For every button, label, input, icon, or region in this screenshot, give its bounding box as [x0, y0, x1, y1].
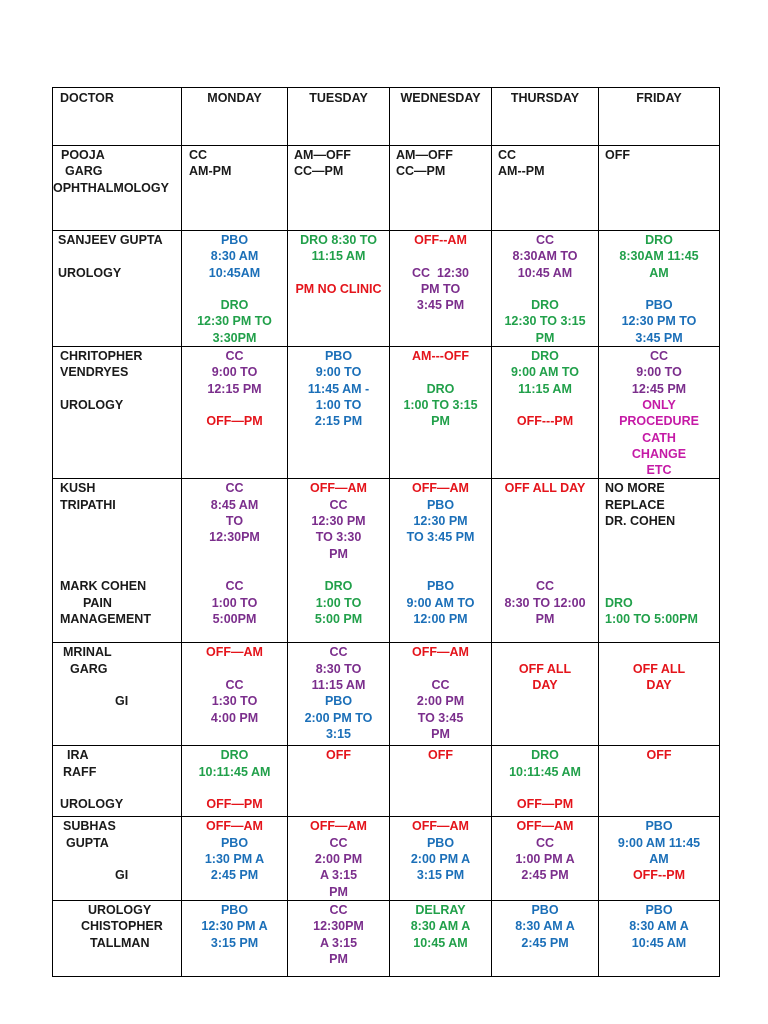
schedule-line — [182, 546, 287, 562]
table-row — [53, 643, 720, 746]
schedule-cell-monday — [182, 643, 288, 746]
doctor-cell — [53, 746, 182, 817]
schedule-line: 10:45AM — [208, 265, 261, 280]
schedule-line — [599, 644, 719, 660]
schedule-line — [390, 546, 491, 562]
schedule-line: 2:00 PM TO — [304, 710, 373, 725]
schedule-cell-thursday — [492, 347, 599, 479]
doctor-line: UROLOGY — [60, 797, 124, 812]
doctor-line: SUBHAS — [63, 819, 116, 834]
schedule-line: CC — [535, 579, 555, 594]
schedule-line: 2:00 PM — [416, 694, 465, 709]
schedule-line: DRO — [645, 233, 673, 247]
schedule-line: PBO — [220, 902, 249, 917]
doctor-line — [53, 546, 181, 562]
doctor-line: UROLOGY — [88, 902, 152, 917]
schedule-line: OFF—AM — [412, 819, 469, 834]
schedule-line: PBO — [426, 835, 455, 850]
schedule-cell-monday — [182, 479, 288, 643]
schedule-line: ETC — [646, 463, 672, 478]
schedule-line: 11:15 AM — [518, 381, 572, 396]
doctor-line: UROLOGY — [58, 265, 122, 280]
schedule-line: PBO — [645, 298, 673, 313]
schedule-line: 10:45 AM — [631, 935, 687, 950]
schedule-line: 8:30 AM A — [515, 919, 575, 934]
schedule-cell-monday — [182, 347, 288, 479]
schedule-line: 9:00 TO — [211, 365, 258, 380]
schedule-line: 1:00 TO 3:15 — [403, 397, 478, 412]
schedule-line: CC — [329, 497, 348, 512]
table-row — [53, 146, 720, 231]
schedule-line — [492, 562, 598, 578]
schedule-line: PBO — [645, 902, 673, 917]
schedule-line: DRO — [531, 748, 559, 763]
schedule-line — [492, 546, 598, 562]
schedule-line: 2:45 PM — [521, 935, 569, 950]
schedule-cell-monday — [182, 817, 288, 900]
schedule-line: CC — [535, 835, 555, 850]
header-cell-thursday — [492, 88, 599, 146]
schedule-line: CC — [225, 349, 244, 364]
schedule-cell-friday — [599, 347, 720, 479]
schedule-line: OFF--AM — [414, 233, 467, 247]
schedule-line: 2:45 PM — [210, 868, 259, 883]
schedule-line: 1:00 TO 5:00PM — [605, 611, 698, 626]
schedule-line: PM NO CLINIC — [295, 281, 382, 296]
schedule-line: 1:00 TO — [211, 595, 258, 610]
schedule-line — [182, 780, 287, 796]
schedule-cell-monday — [182, 231, 288, 347]
schedule-cell-wednesday — [390, 231, 492, 347]
schedule-cell-wednesday — [390, 900, 492, 976]
schedule-cell-tuesday — [288, 479, 390, 643]
schedule-line: OFF---PM — [516, 414, 574, 429]
schedule-line — [182, 281, 287, 297]
schedule-line — [492, 644, 598, 660]
schedule-line — [390, 248, 491, 264]
schedule-line: PBO — [220, 835, 249, 850]
schedule-line — [605, 529, 719, 545]
header-cell-doctor — [53, 88, 182, 146]
schedule-line — [605, 546, 719, 562]
schedule-line: 2:45 PM — [521, 868, 569, 883]
schedule-line: REPLACE — [605, 497, 665, 512]
schedule-cell-thursday — [492, 817, 599, 900]
schedule-line — [599, 281, 719, 297]
header-label: THURSDAY — [510, 91, 580, 105]
schedule-cell-tuesday — [288, 817, 390, 900]
schedule-line: 9:00 AM TO — [510, 365, 580, 380]
schedule-line: CC — [225, 678, 244, 693]
schedule-line: 10:11:45 AM — [198, 764, 271, 779]
schedule-line: CHANGE — [631, 446, 687, 461]
doctor-cell — [53, 231, 182, 347]
doctor-cell — [53, 479, 182, 643]
schedule-line: OFF—PM — [206, 797, 263, 812]
schedule-line: OFF — [605, 148, 630, 162]
schedule-line: A 3:15 — [319, 868, 358, 883]
schedule-line — [182, 661, 287, 677]
schedule-cell-thursday — [492, 146, 599, 231]
schedule-line: 8:30 TO 12:00 — [504, 595, 586, 610]
schedule-line: 8:45 AM — [210, 497, 259, 512]
schedule-line: CC — [649, 349, 669, 364]
schedule-cell-tuesday — [288, 643, 390, 746]
schedule-line: CC — [225, 481, 244, 496]
schedule-cell-wednesday — [390, 479, 492, 643]
schedule-line: 8:30AM TO — [512, 249, 578, 264]
schedule-line: 3:30PM — [212, 330, 257, 345]
schedule-cell-monday — [182, 746, 288, 817]
schedule-line: 12:00 PM — [413, 611, 468, 626]
doctor-line: GUPTA — [66, 835, 109, 850]
header-label: WEDNESDAY — [400, 91, 481, 105]
doctor-line: GARG — [65, 164, 103, 179]
schedule-line: 9:00 TO — [315, 365, 362, 380]
schedule-line: 2:00 PM A — [410, 852, 471, 867]
doctor-line — [53, 381, 181, 397]
schedule-line: 1:00 PM A — [515, 852, 575, 867]
schedule-line: PROCEDURE — [619, 414, 699, 429]
schedule-line: 9:00 TO — [636, 365, 682, 380]
doctor-line: PAIN — [83, 595, 112, 610]
schedule-line — [492, 780, 598, 796]
schedule-line: CC — [535, 233, 555, 247]
schedule-line: OFF—AM — [310, 819, 367, 834]
doctor-line: IRA — [67, 748, 89, 763]
schedule-line: OFF ALL — [632, 661, 686, 676]
schedule-line: DRO — [220, 748, 249, 763]
schedule-line: OFF ALL DAY — [504, 481, 586, 496]
schedule-line: AM — [649, 852, 669, 867]
schedule-line — [492, 513, 598, 529]
doctor-line: TRIPATHI — [60, 497, 116, 512]
doctor-line: TALLMAN — [90, 935, 150, 950]
doctor-line: GARG — [70, 661, 108, 676]
schedule-line — [605, 578, 719, 594]
schedule-line: PM — [535, 330, 555, 345]
schedule-line: OFF — [428, 748, 453, 763]
schedule-line: 12:30 PM — [413, 514, 468, 529]
doctor-cell — [53, 900, 182, 976]
schedule-line: PBO — [426, 497, 455, 512]
schedule-line: PM — [431, 414, 450, 429]
doctor-line: CHISTOPHER — [81, 919, 163, 934]
schedule-line: 3:15 PM — [210, 935, 259, 950]
schedule-line: OFF—AM — [412, 645, 469, 660]
schedule-line: 9:00 AM TO — [406, 595, 475, 610]
schedule-line: TO — [225, 514, 244, 529]
doctor-line: POOJA — [61, 148, 105, 162]
schedule-line: PM — [329, 884, 348, 899]
schedule-line: PBO — [324, 694, 353, 709]
schedule-table — [52, 87, 720, 977]
schedule-line: 12:30 PM A — [201, 919, 268, 934]
schedule-line: 9:00 AM 11:45 — [617, 835, 701, 850]
schedule-line: PM — [329, 951, 348, 966]
schedule-line — [492, 529, 598, 545]
header-cell-monday — [182, 88, 288, 146]
schedule-line: AM-PM — [189, 164, 232, 179]
schedule-line: 12:30PM — [209, 530, 260, 545]
schedule-line: 12:30 PM TO — [197, 314, 272, 329]
schedule-line: CATH — [642, 430, 676, 445]
schedule-line: PBO — [220, 233, 249, 247]
schedule-line: AM--PM — [498, 164, 545, 179]
doctor-line: GI — [115, 694, 129, 709]
schedule-cell-wednesday — [390, 746, 492, 817]
schedule-line: 10:45 AM — [413, 935, 468, 950]
header-label: FRIDAY — [636, 91, 682, 105]
table-row — [53, 347, 720, 479]
schedule-line: 8:30 TO — [315, 661, 362, 676]
schedule-line: 5:00 PM — [314, 611, 363, 626]
schedule-line: 12:30 PM TO — [621, 314, 697, 329]
schedule-line: 8:30 AM — [210, 249, 259, 264]
table-row — [53, 900, 720, 976]
schedule-line: OFF—PM — [516, 797, 574, 812]
doctor-line: RAFF — [63, 764, 97, 779]
schedule-line: 12:30PM — [313, 919, 364, 934]
schedule-line: 8:30 AM A — [410, 919, 471, 934]
schedule-line: CC — [329, 645, 348, 660]
schedule-line: AM — [649, 265, 669, 280]
schedule-line: CC — [189, 148, 208, 162]
schedule-line: OFF — [326, 748, 351, 763]
schedule-line: ONLY — [642, 397, 676, 412]
table-row — [53, 746, 720, 817]
schedule-line: PBO — [645, 819, 673, 834]
schedule-cell-friday — [599, 479, 720, 643]
schedule-line: 1:30 PM A — [204, 852, 265, 867]
schedule-line — [288, 265, 389, 281]
schedule-cell-friday — [599, 817, 720, 900]
schedule-line: OFF ALL — [518, 661, 572, 676]
doctor-line — [53, 677, 181, 693]
schedule-line: 5:00PM — [212, 611, 257, 626]
schedule-line: CC — [225, 579, 244, 594]
schedule-line: DRO — [324, 579, 353, 594]
schedule-line: DRO 8:30 TO — [300, 233, 377, 247]
header-cell-friday — [599, 88, 720, 146]
schedule-cell-monday — [182, 900, 288, 976]
schedule-line: OFF — [646, 748, 672, 763]
schedule-line: 1:00 TO — [315, 595, 362, 610]
schedule-line: PM TO — [420, 281, 461, 296]
schedule-line: PBO — [324, 349, 353, 364]
doctor-line: MRINAL — [63, 645, 112, 660]
schedule-cell-friday — [599, 643, 720, 746]
schedule-cell-wednesday — [390, 643, 492, 746]
schedule-cell-thursday — [492, 900, 599, 976]
schedule-line: PM — [431, 726, 450, 741]
schedule-cell-wednesday — [390, 817, 492, 900]
schedule-line: AM—OFF — [294, 148, 351, 162]
schedule-line: OFF—PM — [206, 414, 263, 429]
schedule-line: 1:00 TO — [315, 397, 362, 412]
schedule-cell-friday — [599, 146, 720, 231]
schedule-line: 2:15 PM — [314, 414, 363, 429]
schedule-line: DR. COHEN — [605, 514, 676, 529]
table-row — [53, 817, 720, 900]
schedule-line — [492, 281, 598, 297]
schedule-cell-thursday — [492, 479, 599, 643]
schedule-cell-friday — [599, 900, 720, 976]
schedule-line: DRO — [531, 298, 559, 313]
table-row — [53, 231, 720, 347]
schedule-line: A 3:15 — [319, 935, 358, 950]
doctor-line — [53, 562, 181, 578]
schedule-cell-tuesday — [288, 900, 390, 976]
schedule-line: 8:30AM 11:45 — [619, 249, 699, 264]
schedule-line — [182, 562, 287, 578]
schedule-line: DELRAY — [415, 902, 466, 917]
schedule-line: DAY — [532, 678, 558, 693]
schedule-line — [605, 562, 719, 578]
header-label: DOCTOR — [60, 91, 114, 105]
schedule-line: TO 3:45 — [417, 710, 464, 725]
schedule-line: 10:11:45 AM — [509, 764, 581, 779]
schedule-line: 12:15 PM — [207, 381, 262, 396]
doctor-cell — [53, 347, 182, 479]
header-label: MONDAY — [207, 91, 262, 105]
doctor-line — [53, 780, 181, 796]
schedule-line: 1:30 TO — [211, 694, 258, 709]
schedule-cell-friday — [599, 231, 720, 347]
schedule-line: 3:45 PM — [635, 330, 683, 345]
header-row — [53, 88, 720, 146]
schedule-line — [182, 397, 287, 413]
schedule-cell-monday — [182, 146, 288, 231]
schedule-line — [288, 562, 389, 578]
schedule-line: 3:45 PM — [416, 298, 465, 313]
header-cell-tuesday — [288, 88, 390, 146]
doctor-cell — [53, 146, 182, 231]
schedule-line: AM—OFF — [396, 148, 453, 162]
doctor-line — [53, 529, 181, 545]
schedule-cell-thursday — [492, 746, 599, 817]
doctor-cell — [53, 817, 182, 900]
doctor-line: MANAGEMENT — [60, 611, 151, 626]
header-label: TUESDAY — [309, 91, 368, 105]
schedule-line: DRO — [220, 298, 249, 313]
schedule-line: OFF—AM — [516, 819, 574, 834]
header-cell-wednesday — [390, 88, 492, 146]
doctor-line: SANJEEV GUPTA — [58, 233, 163, 247]
schedule-line: 8:30 AM A — [629, 919, 689, 934]
doctor-line: OPHTHALMOLOGY — [53, 180, 169, 195]
schedule-line: CC — [498, 148, 517, 162]
schedule-line — [492, 397, 598, 413]
schedule-line — [390, 562, 491, 578]
doctor-line — [53, 248, 181, 264]
schedule-line: NO MORE — [605, 481, 665, 496]
schedule-cell-wednesday — [390, 347, 492, 479]
schedule-line: 11:45 AM - — [307, 381, 370, 396]
doctor-line — [53, 851, 181, 867]
schedule-line — [492, 497, 598, 513]
schedule-line: TO 3:45 PM — [406, 530, 475, 545]
doctor-line: GI — [115, 868, 129, 883]
schedule-line — [390, 661, 491, 677]
schedule-cell-tuesday — [288, 746, 390, 817]
schedule-line: 11:15 AM — [311, 678, 366, 693]
schedule-line: 11:15 AM — [311, 249, 366, 264]
schedule-line: PM — [329, 546, 348, 561]
schedule-line: 2:00 PM — [314, 852, 363, 867]
schedule-line: CC 12:30 — [412, 265, 469, 280]
schedule-line: DRO — [531, 349, 559, 364]
schedule-line: DRO — [605, 595, 633, 610]
schedule-cell-tuesday — [288, 146, 390, 231]
schedule-line: TO 3:30 — [315, 530, 362, 545]
table-row — [53, 479, 720, 643]
schedule-cell-thursday — [492, 643, 599, 746]
schedule-line: CC — [329, 835, 348, 850]
schedule-line: AM---OFF — [412, 349, 469, 364]
schedule-line: PBO — [531, 902, 559, 917]
doctor-line — [53, 513, 181, 529]
schedule-line: DRO — [426, 381, 455, 396]
schedule-line: CC—PM — [396, 164, 446, 179]
doctor-line: KUSH — [60, 481, 96, 496]
schedule-line: OFF—AM — [206, 645, 263, 660]
schedule-line: 3:15 — [325, 726, 352, 741]
schedule-line: PM — [535, 611, 555, 626]
schedule-line: 3:15 PM — [416, 868, 465, 883]
schedule-line: DAY — [646, 678, 672, 693]
schedule-line: CC — [431, 678, 450, 693]
schedule-line: 12:45 PM — [631, 381, 687, 396]
schedule-line: 10:45 AM — [517, 265, 573, 280]
schedule-line: CC—PM — [294, 164, 344, 179]
schedule-cell-thursday — [492, 231, 599, 347]
schedule-line: PBO — [426, 579, 455, 594]
doctor-line: CHRITOPHER — [60, 349, 143, 364]
schedule-cell-tuesday — [288, 231, 390, 347]
doctor-line: UROLOGY — [60, 397, 124, 412]
schedule-line: OFF—AM — [206, 819, 263, 834]
schedule-line: OFF—AM — [310, 481, 367, 496]
schedule-line: 12:30 PM — [311, 514, 366, 529]
schedule-cell-wednesday — [390, 146, 492, 231]
doctor-line: MARK COHEN — [60, 579, 147, 594]
schedule-cell-friday — [599, 746, 720, 817]
schedule-cell-tuesday — [288, 347, 390, 479]
schedule-line — [390, 364, 491, 380]
schedule-line: 4:00 PM — [210, 710, 259, 725]
doctor-cell — [53, 643, 182, 746]
schedule-line: OFF—AM — [412, 481, 469, 496]
schedule-line: OFF--PM — [632, 868, 686, 883]
schedule-body — [53, 88, 720, 977]
doctor-line: VENDRYES — [60, 365, 129, 380]
schedule-line: 12:30 TO 3:15 — [504, 314, 586, 329]
schedule-line: CC — [329, 902, 348, 917]
